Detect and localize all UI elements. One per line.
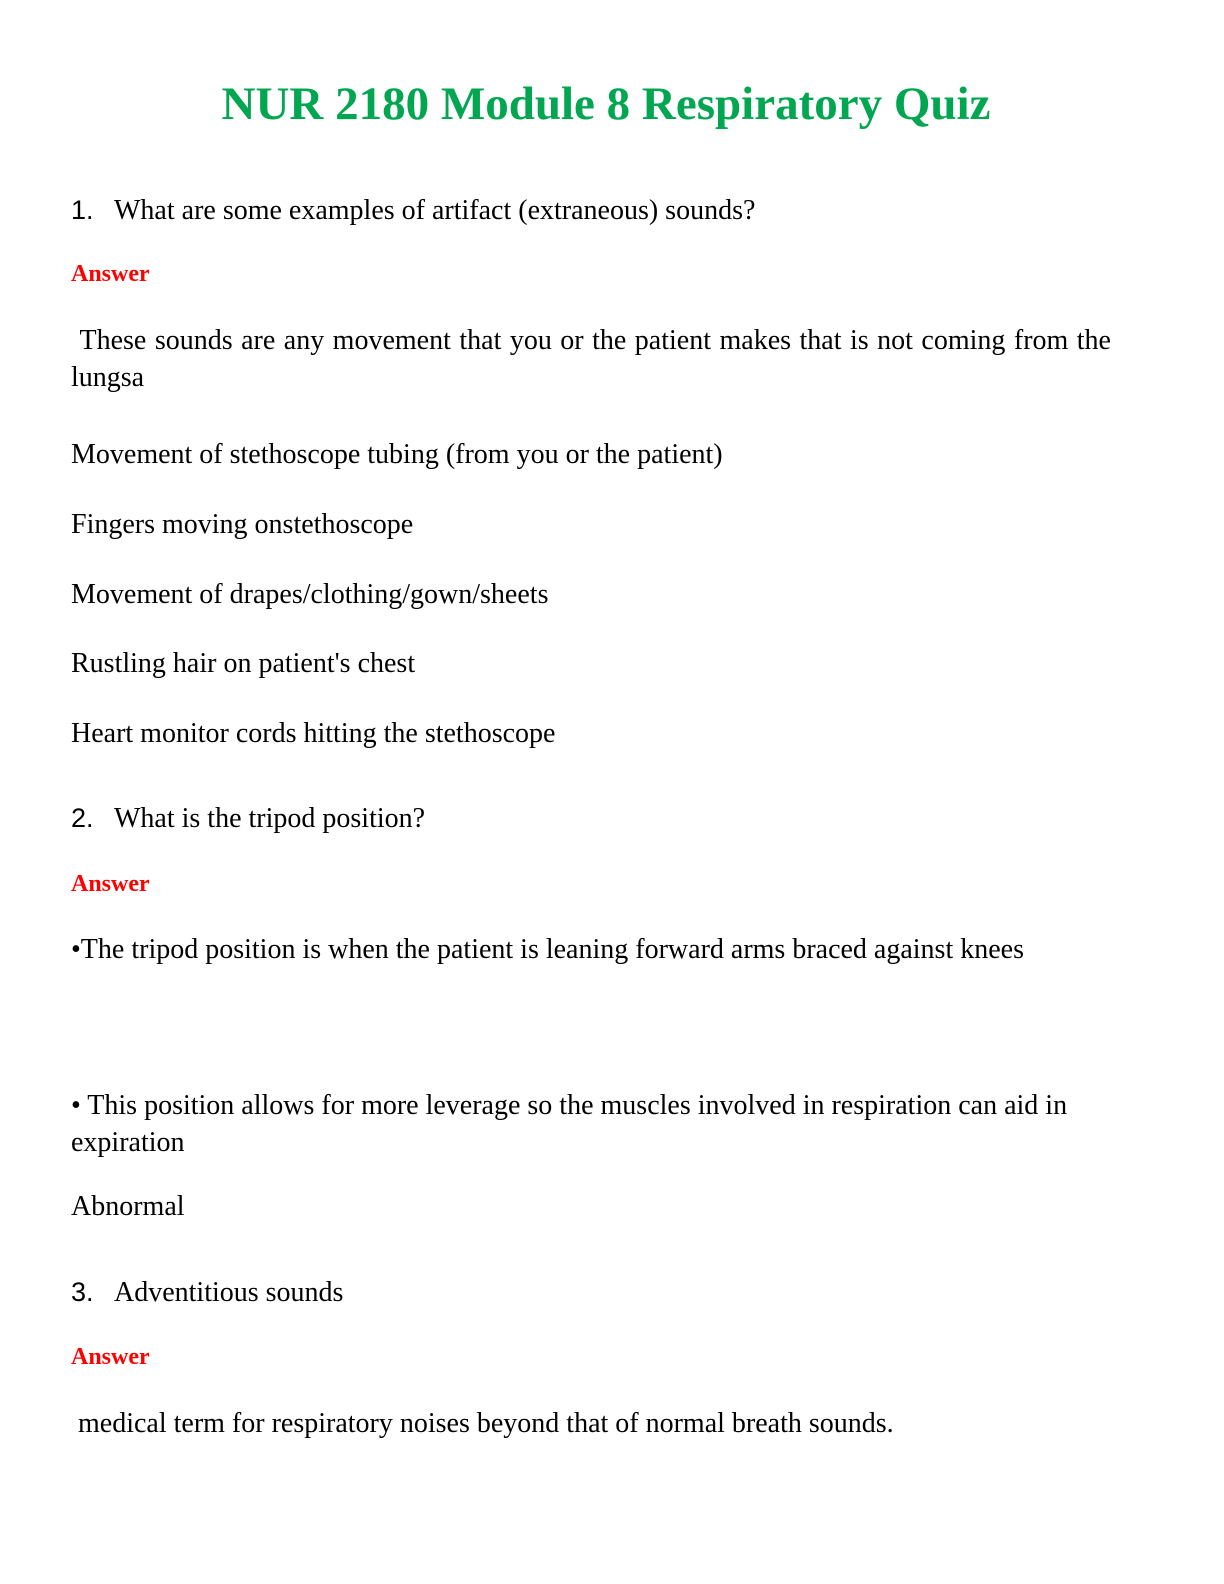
question-1-number: 1. [71,195,94,225]
question-2-text: What is the tripod position? [114,803,426,834]
question-1-answer-item: Heart monitor cords hitting the stethoscope [71,718,556,749]
question-2-answer-bullet: • This position allows for more leverage so the muscles involved in respiration can aid in expiration [71,1090,1068,1158]
question-3 [71,1274,343,1311]
question-2-number: 2. [71,803,94,833]
question-2 [71,800,425,837]
question-3-answer-text: medical term for respiratory noises beyond that of normal breath sounds. [71,1408,894,1439]
question-1-answer-item: Movement of stethoscope tubing (from you or the patient) [71,439,723,470]
question-2-answer-note: Abnormal [71,1191,185,1222]
page-title: NUR 2180 Module 8 Respiratory Quiz [221,78,991,130]
question-1-answer-item: Rustling hair on patient's chest [71,648,416,679]
question-2-answer-bullet: •The tripod position is when the patient is leaning forward arms braced against knees [71,934,1024,965]
question-1-answer-label: Answer [71,261,150,287]
question-1 [71,192,755,229]
question-3-answer-label: Answer [71,1344,150,1370]
question-3-text: Adventitious sounds [114,1277,344,1308]
question-2-answer-label: Answer [71,871,150,897]
question-1-answer-intro: These sounds are any movement that you or the patient makes that is not coming from the lungsa [71,325,1118,393]
question-1-answer-item: Movement of drapes/clothing/gown/sheets [71,579,549,610]
question-3-number: 3. [71,1277,94,1307]
question-1-answer-item: Fingers moving onstethoscope [71,509,414,540]
question-1-text: What are some examples of artifact (extraneous) sounds? [114,195,756,226]
